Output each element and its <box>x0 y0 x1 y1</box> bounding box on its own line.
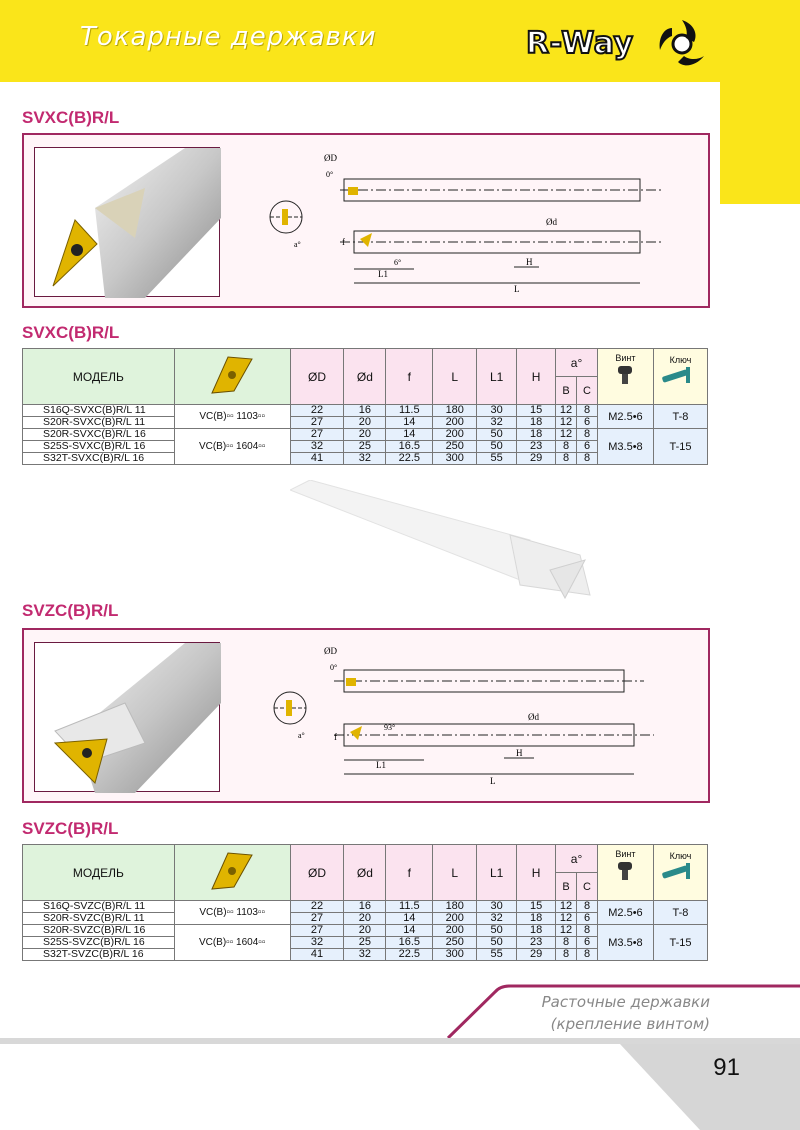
cell-f: 16.5 <box>386 441 433 453</box>
col-D-header: ØD <box>290 845 344 901</box>
row-model: S25S-SVZC(B)R/L 16 <box>23 937 175 949</box>
cell-H: 23 <box>517 441 556 453</box>
col-C-header: C <box>577 377 598 405</box>
section-title-svxc: SVXC(B)R/L <box>22 108 120 127</box>
row-model: S16Q-SVZC(B)R/L 11 <box>23 901 175 913</box>
cell-D: 27 <box>290 913 344 925</box>
row-model: S20R-SVZC(B)R/L 11 <box>23 913 175 925</box>
col-a-header: a° <box>556 845 598 873</box>
label-L1: L1 <box>378 269 388 279</box>
label-f: f <box>342 237 345 247</box>
cell-B: 12 <box>556 429 577 441</box>
cell-C: 8 <box>577 901 598 913</box>
cell-C: 6 <box>577 937 598 949</box>
label-deg0: 0° <box>330 663 338 672</box>
section-title-svzc-table: SVZC(B)R/L <box>22 819 119 838</box>
col-H-header: H <box>517 845 556 901</box>
label-phid: Ød <box>528 712 539 722</box>
row-model: S20R-SVXC(B)R/L 11 <box>23 417 175 429</box>
cell-L: 250 <box>433 441 477 453</box>
label-phiD: ØD <box>324 153 337 163</box>
tool-photo-svxc <box>34 147 220 297</box>
cell-D: 27 <box>290 417 344 429</box>
cell-L: 180 <box>433 901 477 913</box>
cell-L: 180 <box>433 405 477 417</box>
insert-image-cell <box>174 349 290 405</box>
label-phiD: ØD <box>324 646 337 656</box>
label-deg93: 93° <box>384 723 396 732</box>
cell-L: 200 <box>433 913 477 925</box>
cell-C: 6 <box>577 913 598 925</box>
cell-D: 27 <box>290 925 344 937</box>
cell-H: 15 <box>517 901 556 913</box>
cell-L1: 30 <box>477 901 517 913</box>
label-a: a° <box>298 731 305 740</box>
cell-H: 15 <box>517 405 556 417</box>
row-model: S20R-SVXC(B)R/L 16 <box>23 429 175 441</box>
screw-size: M3.5•8 <box>598 925 654 961</box>
insert-code: VC(B)▫▫ 1103▫▫ <box>174 901 290 925</box>
table-row <box>23 925 708 937</box>
cell-B: 8 <box>556 937 577 949</box>
cell-C: 8 <box>577 453 598 465</box>
cell-H: 18 <box>517 913 556 925</box>
cell-D: 32 <box>290 937 344 949</box>
cell-B: 12 <box>556 913 577 925</box>
cell-H: 23 <box>517 937 556 949</box>
screw-size: M2.5•6 <box>598 901 654 925</box>
col-model-header: МОДЕЛЬ <box>23 845 175 901</box>
col-d-header: Ød <box>344 845 386 901</box>
spec-table-svzc <box>22 844 708 961</box>
row-model: S16Q-SVXC(B)R/L 11 <box>23 405 175 417</box>
insert-image-cell <box>174 845 290 901</box>
cell-B: 12 <box>556 417 577 429</box>
cell-d: 20 <box>344 913 386 925</box>
cell-d: 25 <box>344 937 386 949</box>
cell-L: 300 <box>433 453 477 465</box>
torx-key-icon <box>660 365 700 385</box>
col-screw-header <box>598 845 654 901</box>
cell-f: 14 <box>386 429 433 441</box>
key-header-label: Ключ <box>669 355 692 365</box>
cell-D: 41 <box>290 453 344 465</box>
cell-f: 11.5 <box>386 901 433 913</box>
cell-L1: 55 <box>477 453 517 465</box>
logo-emblem-icon <box>654 16 710 72</box>
cell-C: 6 <box>577 441 598 453</box>
cell-L1: 50 <box>477 441 517 453</box>
col-L-header: L <box>433 349 477 405</box>
cell-L1: 50 <box>477 429 517 441</box>
insert-icon <box>208 849 256 893</box>
col-L1-header: L1 <box>477 845 517 901</box>
cell-B: 12 <box>556 901 577 913</box>
footer-category-line2: (крепление винтом) <box>550 1015 710 1033</box>
table-row <box>23 405 708 417</box>
technical-drawing-svxc <box>264 147 694 297</box>
label-L1: L1 <box>376 760 386 770</box>
screw-icon <box>616 365 634 385</box>
cell-H: 18 <box>517 429 556 441</box>
cell-L: 200 <box>433 429 477 441</box>
label-f: f <box>334 732 337 742</box>
cell-C: 6 <box>577 417 598 429</box>
label-phid: Ød <box>546 217 557 227</box>
cell-D: 41 <box>290 949 344 961</box>
row-model: S25S-SVXC(B)R/L 16 <box>23 441 175 453</box>
cell-f: 14 <box>386 417 433 429</box>
key-size: T-15 <box>653 429 707 465</box>
cell-d: 20 <box>344 429 386 441</box>
label-H: H <box>526 257 533 267</box>
cell-d: 25 <box>344 441 386 453</box>
cell-d: 20 <box>344 417 386 429</box>
image-panel-svxc <box>22 133 710 308</box>
cell-H: 29 <box>517 453 556 465</box>
cell-f: 22.5 <box>386 453 433 465</box>
col-key-header <box>653 845 707 901</box>
cell-C: 8 <box>577 405 598 417</box>
tool-photo-svzc <box>34 642 220 792</box>
cell-D: 27 <box>290 429 344 441</box>
row-model: S32T-SVZC(B)R/L 16 <box>23 949 175 961</box>
section-title-svzc: SVZC(B)R/L <box>22 601 119 620</box>
col-L-header: L <box>433 845 477 901</box>
label-deg6: 6° <box>394 258 402 267</box>
cell-f: 22.5 <box>386 949 433 961</box>
col-H-header: H <box>517 349 556 405</box>
label-H: H <box>516 748 523 758</box>
brand-logo <box>526 16 716 72</box>
cell-L: 300 <box>433 949 477 961</box>
page-number: 91 <box>713 1054 740 1081</box>
cell-B: 8 <box>556 949 577 961</box>
cell-C: 8 <box>577 925 598 937</box>
cell-H: 18 <box>517 925 556 937</box>
cell-D: 22 <box>290 405 344 417</box>
col-L1-header: L1 <box>477 349 517 405</box>
insert-code: VC(B)▫▫ 1604▫▫ <box>174 925 290 961</box>
cell-d: 32 <box>344 453 386 465</box>
col-C-header: C <box>577 873 598 901</box>
label-deg0: 0° <box>326 170 334 179</box>
key-size: T-8 <box>653 405 707 429</box>
logo-text: R-Way <box>526 26 634 61</box>
screw-header-label: Винт <box>615 849 636 859</box>
key-size: T-15 <box>653 925 707 961</box>
cell-D: 22 <box>290 901 344 913</box>
col-B-header: B <box>556 377 577 405</box>
cell-B: 8 <box>556 453 577 465</box>
cell-d: 16 <box>344 405 386 417</box>
cell-L1: 32 <box>477 417 517 429</box>
insert-icon <box>208 353 256 397</box>
faded-tool-illustration <box>290 480 610 610</box>
label-L: L <box>490 776 496 786</box>
col-D-header: ØD <box>290 349 344 405</box>
col-f-header: f <box>386 845 433 901</box>
col-screw-header <box>598 349 654 405</box>
label-L: L <box>514 284 520 294</box>
screw-size: M3.5•8 <box>598 429 654 465</box>
cell-B: 12 <box>556 925 577 937</box>
cell-d: 32 <box>344 949 386 961</box>
cell-L1: 32 <box>477 913 517 925</box>
col-key-header <box>653 349 707 405</box>
image-panel-svzc <box>22 628 710 803</box>
page-title: Токарные державки <box>80 22 377 52</box>
screw-icon <box>616 861 634 881</box>
cell-d: 20 <box>344 925 386 937</box>
spec-table-svxc <box>22 348 708 465</box>
cell-C: 8 <box>577 429 598 441</box>
cell-H: 29 <box>517 949 556 961</box>
table-row <box>23 901 708 913</box>
cell-f: 14 <box>386 913 433 925</box>
cell-D: 32 <box>290 441 344 453</box>
screw-header-label: Винт <box>615 353 636 363</box>
col-B-header: B <box>556 873 577 901</box>
insert-code: VC(B)▫▫ 1103▫▫ <box>174 405 290 429</box>
cell-L: 250 <box>433 937 477 949</box>
insert-code: VC(B)▫▫ 1604▫▫ <box>174 429 290 465</box>
cell-L: 200 <box>433 925 477 937</box>
cell-d: 16 <box>344 901 386 913</box>
cell-f: 16.5 <box>386 937 433 949</box>
torx-key-icon <box>660 861 700 881</box>
cell-B: 12 <box>556 405 577 417</box>
col-a-header: a° <box>556 349 598 377</box>
cell-L: 200 <box>433 417 477 429</box>
technical-drawing-svzc <box>264 642 694 792</box>
cell-L1: 50 <box>477 937 517 949</box>
row-model: S20R-SVZC(B)R/L 16 <box>23 925 175 937</box>
cell-L1: 50 <box>477 925 517 937</box>
cell-f: 14 <box>386 925 433 937</box>
col-model-header: МОДЕЛЬ <box>23 349 175 405</box>
cell-B: 8 <box>556 441 577 453</box>
cell-L1: 55 <box>477 949 517 961</box>
col-d-header: Ød <box>344 349 386 405</box>
footer-category-line1: Расточные державки <box>541 993 710 1011</box>
key-header-label: Ключ <box>669 851 692 861</box>
label-a: a° <box>294 240 301 249</box>
row-model: S32T-SVXC(B)R/L 16 <box>23 453 175 465</box>
col-f-header: f <box>386 349 433 405</box>
screw-size: M2.5•6 <box>598 405 654 429</box>
cell-H: 18 <box>517 417 556 429</box>
table-row <box>23 429 708 441</box>
header-side-band <box>720 82 800 204</box>
section-title-svxc-table: SVXC(B)R/L <box>22 323 120 342</box>
cell-C: 8 <box>577 949 598 961</box>
cell-L1: 30 <box>477 405 517 417</box>
cell-f: 11.5 <box>386 405 433 417</box>
key-size: T-8 <box>653 901 707 925</box>
